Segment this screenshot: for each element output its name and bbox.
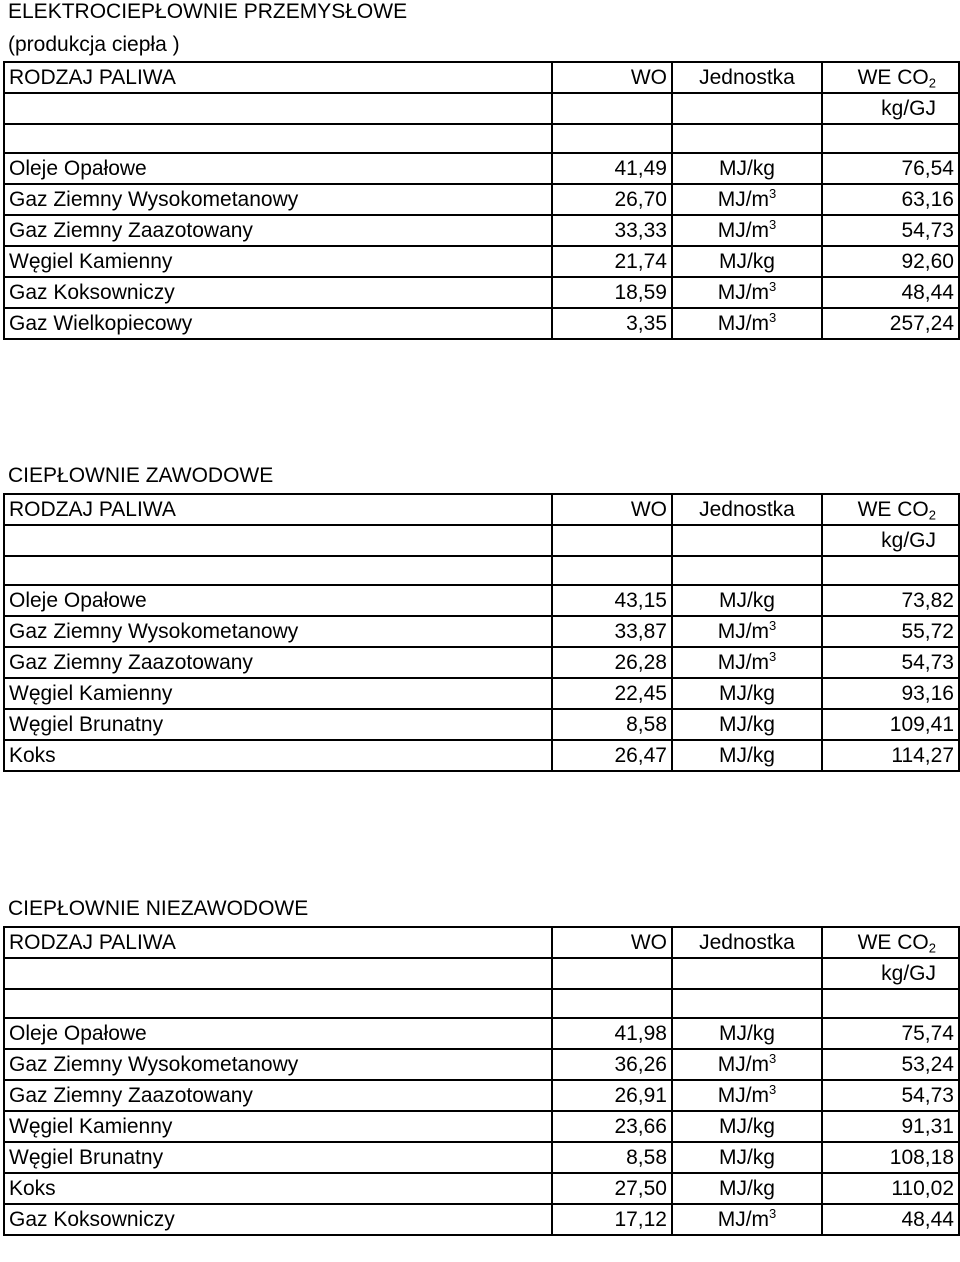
header-we-label: WE CO (857, 931, 929, 954)
unit-text: MJ/kg (718, 589, 775, 612)
header-unit-row (4, 525, 959, 556)
we-co2-value: 93,16 (822, 678, 959, 709)
unit-text: MJ/kg (718, 1177, 775, 1200)
unit-text: MJ/kg (718, 1115, 775, 1138)
header-row (4, 927, 959, 958)
empty-cell (672, 525, 822, 556)
spacer-row (4, 124, 959, 153)
section-title-2: CIEPŁOWNIE ZAWODOWE (8, 464, 274, 487)
unit-value (672, 678, 822, 709)
wo-value: 26,91 (552, 1080, 672, 1111)
header-we-subscript: 2 (928, 75, 936, 91)
fuel-name: Gaz Koksowniczy (4, 1204, 552, 1235)
we-co2-value: 54,73 (822, 647, 959, 678)
header-fuel: RODZAJ PALIWA (4, 927, 552, 958)
we-co2-value: 108,18 (822, 1142, 959, 1173)
empty-cell (552, 958, 672, 989)
fuel-name: Gaz Ziemny Zaazotowany (4, 215, 552, 246)
empty-cell (672, 124, 822, 153)
fuel-name: Oleje Opałowe (4, 585, 552, 616)
wo-value: 43,15 (552, 585, 672, 616)
we-co2-value: 48,44 (822, 1204, 959, 1235)
table-row (4, 740, 959, 771)
header-unit-row (4, 958, 959, 989)
fuel-name: Gaz Wielkopiecowy (4, 308, 552, 339)
table-row (4, 1111, 959, 1142)
unit-value (672, 647, 822, 678)
unit-superscript: 3 (769, 217, 777, 233)
table-row (4, 616, 959, 647)
spacer-row (4, 556, 959, 585)
we-co2-value: 91,31 (822, 1111, 959, 1142)
table-row (4, 308, 959, 339)
empty-cell (822, 989, 959, 1018)
wo-value: 18,59 (552, 277, 672, 308)
unit-superscript: 3 (769, 310, 777, 326)
unit-value (672, 1049, 822, 1080)
unit-text: MJ/kg (718, 744, 775, 767)
header-we-co2 (822, 62, 959, 93)
wo-value: 8,58 (552, 1142, 672, 1173)
unit-value (672, 1204, 822, 1235)
unit-text: MJ/m (717, 1084, 770, 1107)
wo-value: 3,35 (552, 308, 672, 339)
unit-value (672, 1018, 822, 1049)
spacer-row (4, 989, 959, 1018)
empty-cell (552, 525, 672, 556)
empty-cell (552, 93, 672, 124)
header-unit: Jednostka (672, 62, 822, 93)
empty-cell (822, 124, 959, 153)
wo-value: 33,87 (552, 616, 672, 647)
unit-superscript: 3 (769, 1082, 777, 1098)
unit-text: MJ/kg (718, 157, 775, 180)
fuel-name: Węgiel Brunatny (4, 1142, 552, 1173)
unit-superscript: 3 (769, 618, 777, 634)
table-row (4, 585, 959, 616)
table-row (4, 678, 959, 709)
table-row (4, 1049, 959, 1080)
we-co2-value: 110,02 (822, 1173, 959, 1204)
unit-value (672, 1142, 822, 1173)
unit-value (672, 1080, 822, 1111)
header-wo: WO (552, 62, 672, 93)
header-wo: WO (552, 927, 672, 958)
table-row (4, 1173, 959, 1204)
wo-value: 17,12 (552, 1204, 672, 1235)
unit-value (672, 215, 822, 246)
unit-text: MJ/kg (718, 1022, 775, 1045)
fuel-name: Węgiel Kamienny (4, 678, 552, 709)
header-we-subscript: 2 (928, 940, 936, 956)
we-co2-value: 63,16 (822, 184, 959, 215)
fuel-name: Gaz Ziemny Wysokometanowy (4, 616, 552, 647)
table-row (4, 1204, 959, 1235)
fuel-name: Oleje Opałowe (4, 1018, 552, 1049)
we-co2-value: 73,82 (822, 585, 959, 616)
unit-text: MJ/m (717, 188, 770, 211)
fuel-name: Koks (4, 740, 552, 771)
header-we-label: WE CO (857, 66, 929, 89)
empty-cell (672, 93, 822, 124)
fuel-name: Gaz Ziemny Wysokometanowy (4, 1049, 552, 1080)
section-title-1: ELEKTROCIEPŁOWNIE PRZEMYSŁOWE (8, 0, 408, 23)
unit-text: MJ/kg (718, 250, 775, 273)
unit-value (672, 246, 822, 277)
fuel-table-2 (3, 493, 960, 772)
wo-value: 26,28 (552, 647, 672, 678)
empty-cell (552, 989, 672, 1018)
header-we-co2 (822, 494, 959, 525)
fuel-table-1 (3, 61, 960, 340)
fuel-name: Węgiel Brunatny (4, 709, 552, 740)
we-co2-value: 76,54 (822, 153, 959, 184)
unit-text: MJ/m (717, 1053, 770, 1076)
unit-text: MJ/kg (718, 682, 775, 705)
we-co2-value: 54,73 (822, 1080, 959, 1111)
header-wo: WO (552, 494, 672, 525)
unit-text: MJ/m (717, 620, 770, 643)
table-row (4, 277, 959, 308)
unit-text: MJ/m (717, 281, 770, 304)
unit-superscript: 3 (769, 186, 777, 202)
unit-text: MJ/m (717, 312, 770, 335)
unit-value (672, 709, 822, 740)
unit-text: MJ/kg (718, 1146, 775, 1169)
unit-superscript: 3 (769, 1051, 777, 1067)
table-row (4, 184, 959, 215)
empty-cell (552, 124, 672, 153)
empty-cell (672, 989, 822, 1018)
empty-cell (4, 989, 552, 1018)
fuel-name: Gaz Ziemny Wysokometanowy (4, 184, 552, 215)
wo-value: 41,49 (552, 153, 672, 184)
header-we-label: WE CO (857, 498, 929, 521)
table-row (4, 1080, 959, 1111)
empty-cell (672, 958, 822, 989)
wo-value: 27,50 (552, 1173, 672, 1204)
wo-value: 23,66 (552, 1111, 672, 1142)
unit-superscript: 3 (769, 649, 777, 665)
header-unit: Jednostka (672, 927, 822, 958)
empty-cell (4, 525, 552, 556)
header-fuel: RODZAJ PALIWA (4, 62, 552, 93)
empty-cell (4, 958, 552, 989)
unit-superscript: 3 (769, 1206, 777, 1222)
we-co2-value: 114,27 (822, 740, 959, 771)
fuel-name: Gaz Ziemny Zaazotowany (4, 647, 552, 678)
unit-value (672, 1111, 822, 1142)
table-row (4, 153, 959, 184)
header-we-unit: kg/GJ (822, 958, 959, 989)
table-row (4, 1018, 959, 1049)
wo-value: 21,74 (552, 246, 672, 277)
unit-text: MJ/m (717, 1208, 770, 1231)
header-we-unit: kg/GJ (822, 93, 959, 124)
unit-value (672, 1173, 822, 1204)
wo-value: 22,45 (552, 678, 672, 709)
header-we-co2 (822, 927, 959, 958)
fuel-name: Oleje Opałowe (4, 153, 552, 184)
wo-value: 33,33 (552, 215, 672, 246)
fuel-name: Węgiel Kamienny (4, 1111, 552, 1142)
header-we-unit: kg/GJ (822, 525, 959, 556)
we-co2-value: 257,24 (822, 308, 959, 339)
table-row (4, 709, 959, 740)
fuel-name: Węgiel Kamienny (4, 246, 552, 277)
unit-value (672, 585, 822, 616)
header-unit-row (4, 93, 959, 124)
empty-cell (552, 556, 672, 585)
header-row (4, 62, 959, 93)
header-fuel: RODZAJ PALIWA (4, 494, 552, 525)
wo-value: 26,47 (552, 740, 672, 771)
fuel-name: Gaz Ziemny Zaazotowany (4, 1080, 552, 1111)
unit-text: MJ/m (717, 651, 770, 674)
table-row (4, 215, 959, 246)
table-row (4, 246, 959, 277)
fuel-table-3 (3, 926, 960, 1236)
we-co2-value: 54,73 (822, 215, 959, 246)
header-row (4, 494, 959, 525)
empty-cell (4, 556, 552, 585)
unit-superscript: 3 (769, 279, 777, 295)
unit-value (672, 616, 822, 647)
we-co2-value: 109,41 (822, 709, 959, 740)
header-unit: Jednostka (672, 494, 822, 525)
we-co2-value: 75,74 (822, 1018, 959, 1049)
table-row (4, 647, 959, 678)
wo-value: 36,26 (552, 1049, 672, 1080)
unit-value (672, 740, 822, 771)
empty-cell (4, 124, 552, 153)
wo-value: 8,58 (552, 709, 672, 740)
empty-cell (822, 556, 959, 585)
we-co2-value: 92,60 (822, 246, 959, 277)
header-we-subscript: 2 (928, 507, 936, 523)
section-subtitle-1: (produkcja ciepła ) (8, 33, 180, 56)
unit-text: MJ/m (717, 219, 770, 242)
unit-text: MJ/kg (718, 713, 775, 736)
unit-value (672, 184, 822, 215)
section-title-3: CIEPŁOWNIE NIEZAWODOWE (8, 897, 309, 920)
we-co2-value: 55,72 (822, 616, 959, 647)
wo-value: 26,70 (552, 184, 672, 215)
unit-value (672, 308, 822, 339)
table-row (4, 1142, 959, 1173)
wo-value: 41,98 (552, 1018, 672, 1049)
fuel-name: Gaz Koksowniczy (4, 277, 552, 308)
unit-value (672, 277, 822, 308)
empty-cell (4, 93, 552, 124)
we-co2-value: 53,24 (822, 1049, 959, 1080)
fuel-name: Koks (4, 1173, 552, 1204)
empty-cell (672, 556, 822, 585)
we-co2-value: 48,44 (822, 277, 959, 308)
unit-value (672, 153, 822, 184)
